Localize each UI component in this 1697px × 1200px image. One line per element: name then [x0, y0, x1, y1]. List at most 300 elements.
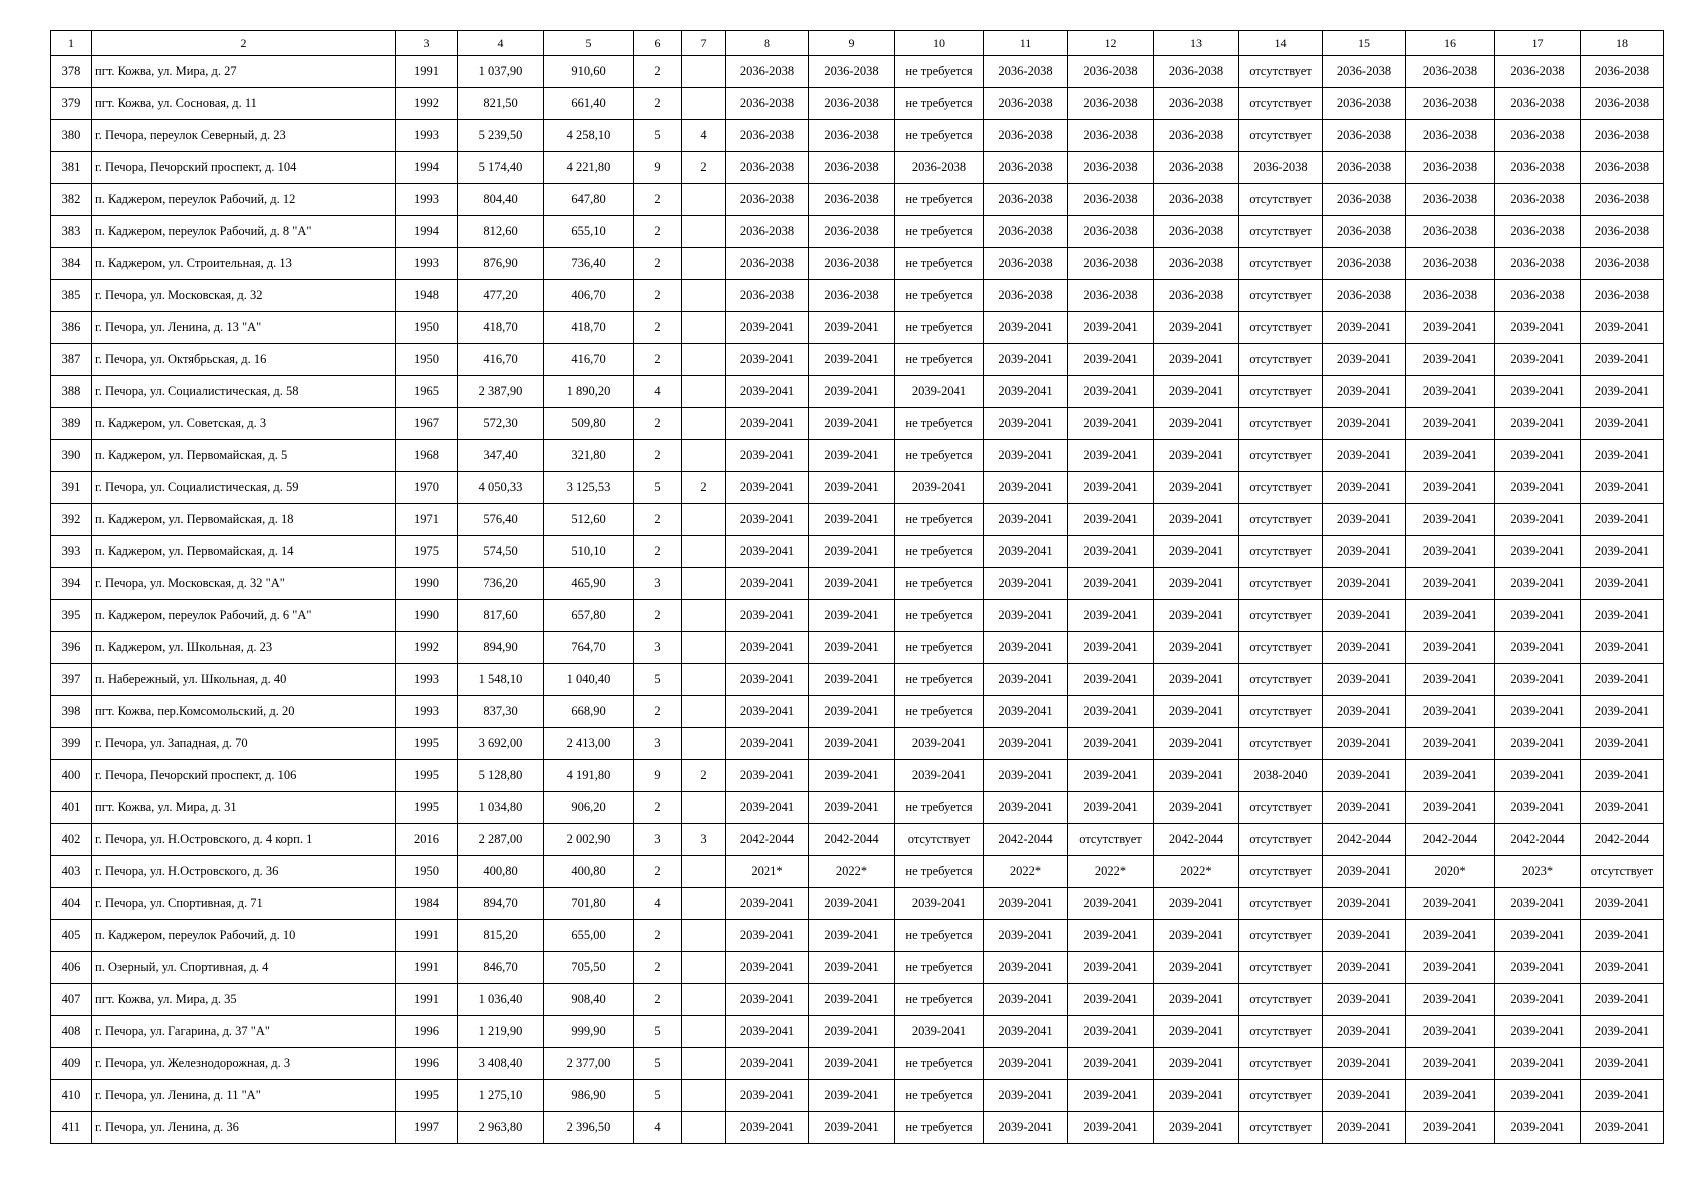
table-cell: 2039-2041 [1154, 376, 1239, 408]
table-cell: 2039-2041 [1323, 856, 1406, 888]
table-cell: 1997 [396, 1112, 458, 1144]
table-row [51, 856, 1664, 888]
table-cell: 1996 [396, 1048, 458, 1080]
address-cell: п. Каджером, ул. Школьная, д. 23 [92, 632, 396, 664]
table-row [51, 376, 1664, 408]
table-cell: не требуется [895, 312, 984, 344]
row-number-cell: 405 [51, 920, 92, 952]
table-cell: 2036-2038 [1323, 216, 1406, 248]
table-row [51, 408, 1664, 440]
table-cell: 2039-2041 [1581, 344, 1664, 376]
table-cell: отсутствует [1239, 248, 1323, 280]
table-cell: 2038-2040 [1239, 760, 1323, 792]
table-cell: 2039-2041 [1406, 920, 1495, 952]
table-cell: 2039-2041 [1495, 1016, 1581, 1048]
row-number-cell: 390 [51, 440, 92, 472]
table-cell: не требуется [895, 952, 984, 984]
table-row [51, 728, 1664, 760]
address-cell: г. Печора, ул. Ленина, д. 11 "А" [92, 1080, 396, 1112]
table-cell: 2039-2041 [1495, 472, 1581, 504]
table-cell: 2036-2038 [1323, 248, 1406, 280]
table-cell: 5 174,40 [458, 152, 544, 184]
table-cell: 2036-2038 [984, 184, 1068, 216]
table-cell: 2036-2038 [1068, 280, 1154, 312]
table-cell: 2039-2041 [1323, 472, 1406, 504]
table-row [51, 984, 1664, 1016]
row-number-cell: 400 [51, 760, 92, 792]
table-cell: отсутствует [1239, 792, 1323, 824]
table-cell: 2039-2041 [1406, 696, 1495, 728]
table-cell: 2039-2041 [1323, 888, 1406, 920]
table-cell: отсутствует [1239, 664, 1323, 696]
table-cell: не требуется [895, 664, 984, 696]
table-cell: 2039-2041 [809, 664, 895, 696]
table-cell: 1 034,80 [458, 792, 544, 824]
column-number-header: 18 [1581, 31, 1664, 56]
table-cell: 2039-2041 [1581, 728, 1664, 760]
table-cell: 400,80 [544, 856, 634, 888]
table-cell: 2039-2041 [1323, 600, 1406, 632]
column-number-header: 3 [396, 31, 458, 56]
table-cell: 2039-2041 [1154, 312, 1239, 344]
address-cell: п. Каджером, переулок Рабочий, д. 6 "А" [92, 600, 396, 632]
table-cell: 2039-2041 [984, 952, 1068, 984]
table-cell: 876,90 [458, 248, 544, 280]
table-cell: 2036-2038 [1068, 56, 1154, 88]
row-number-cell: 384 [51, 248, 92, 280]
table-cell: 2036-2038 [1495, 184, 1581, 216]
row-number-cell: 399 [51, 728, 92, 760]
table-cell: 2039-2041 [984, 600, 1068, 632]
table-cell: отсутствует [1239, 920, 1323, 952]
table-cell: 2039-2041 [1406, 600, 1495, 632]
table-cell: 2039-2041 [726, 664, 809, 696]
table-cell: 2039-2041 [809, 1112, 895, 1144]
table-cell: 2039-2041 [1406, 952, 1495, 984]
address-cell: г. Печора, ул. Московская, д. 32 [92, 280, 396, 312]
table-cell: 1991 [396, 56, 458, 88]
table-cell: 846,70 [458, 952, 544, 984]
table-cell: 2039-2041 [1323, 536, 1406, 568]
table-cell: 1 219,90 [458, 1016, 544, 1048]
table-cell: 2039-2041 [1581, 632, 1664, 664]
table-cell: не требуется [895, 88, 984, 120]
address-cell: п. Каджером, переулок Рабочий, д. 10 [92, 920, 396, 952]
table-cell: 5 [634, 1048, 682, 1080]
address-cell: п. Каджером, ул. Первомайская, д. 14 [92, 536, 396, 568]
table-cell: 1 037,90 [458, 56, 544, 88]
table-cell: 2036-2038 [1581, 280, 1664, 312]
table-cell: 906,20 [544, 792, 634, 824]
table-cell: 817,60 [458, 600, 544, 632]
table-cell: 2039-2041 [895, 376, 984, 408]
table-row [51, 952, 1664, 984]
table-cell: отсутствует [1239, 88, 1323, 120]
table-row [51, 600, 1664, 632]
table-cell: 2 [634, 920, 682, 952]
address-cell: п. Каджером, переулок Рабочий, д. 8 "А" [92, 216, 396, 248]
table-cell: 5 [634, 1080, 682, 1112]
table-cell: 2036-2038 [809, 248, 895, 280]
table-cell: 2039-2041 [1323, 376, 1406, 408]
table-cell: 2039-2041 [1154, 952, 1239, 984]
table-cell: 2039-2041 [1406, 664, 1495, 696]
table-cell: 2036-2038 [809, 120, 895, 152]
table-cell [682, 408, 726, 440]
column-number-header: 4 [458, 31, 544, 56]
table-cell [682, 728, 726, 760]
table-cell: 2036-2038 [1154, 280, 1239, 312]
table-cell: 655,10 [544, 216, 634, 248]
table-cell: 2039-2041 [1581, 1016, 1664, 1048]
table-cell: 1991 [396, 952, 458, 984]
table-cell: 837,30 [458, 696, 544, 728]
address-cell: г. Печора, ул. Социалистическая, д. 59 [92, 472, 396, 504]
table-cell: 510,10 [544, 536, 634, 568]
column-number-header: 14 [1239, 31, 1323, 56]
table-cell: 3 [634, 824, 682, 856]
table-cell: 2039-2041 [1323, 696, 1406, 728]
table-cell: 2039-2041 [1068, 792, 1154, 824]
row-number-cell: 387 [51, 344, 92, 376]
table-cell: 1991 [396, 984, 458, 1016]
table-cell: 4 191,80 [544, 760, 634, 792]
table-cell: 2039-2041 [1068, 1048, 1154, 1080]
table-cell: не требуется [895, 1048, 984, 1080]
table-cell: 2 287,00 [458, 824, 544, 856]
table-cell: 2 [634, 984, 682, 1016]
table-cell: 2039-2041 [1581, 504, 1664, 536]
table-cell: 4 050,33 [458, 472, 544, 504]
row-number-cell: 396 [51, 632, 92, 664]
table-cell: 2039-2041 [1581, 472, 1664, 504]
table-cell: 2039-2041 [726, 408, 809, 440]
table-cell: 2039-2041 [1323, 952, 1406, 984]
table-cell: 2036-2038 [1581, 184, 1664, 216]
table-cell: 2039-2041 [1154, 792, 1239, 824]
table-cell: 1993 [396, 696, 458, 728]
table-cell: 2039-2041 [809, 920, 895, 952]
table-cell: отсутствует [1239, 856, 1323, 888]
table-cell [682, 1016, 726, 1048]
table-cell: 1984 [396, 888, 458, 920]
table-row [51, 696, 1664, 728]
row-number-cell: 389 [51, 408, 92, 440]
table-cell: 2039-2041 [809, 696, 895, 728]
table-cell: отсутствует [1239, 120, 1323, 152]
table-cell: 2039-2041 [809, 312, 895, 344]
table-cell: 2 [682, 152, 726, 184]
table-cell: 2036-2038 [1581, 216, 1664, 248]
table-cell: 2039-2041 [726, 888, 809, 920]
table-cell: 2039-2041 [726, 1112, 809, 1144]
table-row [51, 664, 1664, 696]
table-cell: 2022* [1154, 856, 1239, 888]
table-cell: 910,60 [544, 56, 634, 88]
table-cell: 2036-2038 [1581, 248, 1664, 280]
table-cell: 2039-2041 [1154, 632, 1239, 664]
table-cell: 2036-2038 [984, 280, 1068, 312]
table-cell: 2039-2041 [895, 888, 984, 920]
table-cell: 2039-2041 [809, 568, 895, 600]
table-cell: 2039-2041 [726, 1016, 809, 1048]
table-cell: 2039-2041 [1068, 408, 1154, 440]
row-number-cell: 410 [51, 1080, 92, 1112]
table-cell: 1990 [396, 568, 458, 600]
table-cell: 465,90 [544, 568, 634, 600]
table-cell: 2039-2041 [1154, 920, 1239, 952]
column-number-header: 11 [984, 31, 1068, 56]
table-cell: 2036-2038 [1323, 88, 1406, 120]
column-number-header: 7 [682, 31, 726, 56]
table-cell: отсутствует [1239, 1048, 1323, 1080]
table-cell: 2039-2041 [1406, 1112, 1495, 1144]
table-cell: 2036-2038 [1323, 56, 1406, 88]
table-cell: 2036-2038 [1323, 184, 1406, 216]
column-number-header: 12 [1068, 31, 1154, 56]
table-cell: 2039-2041 [1406, 1048, 1495, 1080]
table-cell: 2 [634, 280, 682, 312]
row-number-cell: 388 [51, 376, 92, 408]
table-cell: 2 [682, 472, 726, 504]
table-cell: 2039-2041 [726, 312, 809, 344]
table-cell: 2039-2041 [809, 1016, 895, 1048]
table-cell: 999,90 [544, 1016, 634, 1048]
table-cell: 701,80 [544, 888, 634, 920]
table-cell: 2 [634, 56, 682, 88]
table-cell: 2039-2041 [1068, 888, 1154, 920]
table-cell: 657,80 [544, 600, 634, 632]
table-cell: 2039-2041 [1406, 1016, 1495, 1048]
table-cell: 9 [634, 760, 682, 792]
table-cell: 2 [634, 504, 682, 536]
table-cell: 2039-2041 [1323, 344, 1406, 376]
table-cell: 2039-2041 [1406, 984, 1495, 1016]
table-cell: 2042-2044 [726, 824, 809, 856]
table-cell: 1950 [396, 344, 458, 376]
address-cell: пгт. Кожва, ул. Мира, д. 27 [92, 56, 396, 88]
address-cell: п. Озерный, ул. Спортивная, д. 4 [92, 952, 396, 984]
table-cell: 2036-2038 [1406, 184, 1495, 216]
table-cell: 2042-2044 [1581, 824, 1664, 856]
table-cell: 2039-2041 [1406, 312, 1495, 344]
table-cell: 2039-2041 [809, 440, 895, 472]
table-cell [682, 536, 726, 568]
table-cell: 2039-2041 [1323, 1016, 1406, 1048]
table-cell: 2039-2041 [1495, 1048, 1581, 1080]
table-row [51, 504, 1664, 536]
table-cell: не требуется [895, 600, 984, 632]
table-cell: не требуется [895, 56, 984, 88]
table-cell: 2039-2041 [726, 728, 809, 760]
table-cell: 2039-2041 [1495, 920, 1581, 952]
table-cell: 2039-2041 [984, 440, 1068, 472]
table-cell: 2 [634, 600, 682, 632]
table-cell: 2039-2041 [809, 792, 895, 824]
table-cell: 2039-2041 [1323, 984, 1406, 1016]
table-cell: 2039-2041 [1581, 1048, 1664, 1080]
table-cell: 347,40 [458, 440, 544, 472]
table-cell: отсутствует [1239, 472, 1323, 504]
table-cell: 2039-2041 [1495, 792, 1581, 824]
table-cell: 2 [634, 184, 682, 216]
table-cell: 2036-2038 [726, 248, 809, 280]
row-number-cell: 395 [51, 600, 92, 632]
table-cell: 2039-2041 [1068, 1080, 1154, 1112]
table-cell: 2039-2041 [1581, 600, 1664, 632]
table-row [51, 472, 1664, 504]
table-cell: 4 [634, 1112, 682, 1144]
column-number-header: 2 [92, 31, 396, 56]
table-row [51, 280, 1664, 312]
table-cell: 2023* [1495, 856, 1581, 888]
table-cell: 2039-2041 [1068, 728, 1154, 760]
table-cell: 2036-2038 [1068, 152, 1154, 184]
table-cell: 2039-2041 [1406, 568, 1495, 600]
row-number-cell: 403 [51, 856, 92, 888]
row-number-cell: 382 [51, 184, 92, 216]
table-cell: 572,30 [458, 408, 544, 440]
table-row [51, 56, 1664, 88]
table-cell: 2039-2041 [984, 1112, 1068, 1144]
table-cell: 736,40 [544, 248, 634, 280]
table-cell: 2039-2041 [1581, 664, 1664, 696]
table-cell: 2039-2041 [726, 344, 809, 376]
table-cell: 2039-2041 [1581, 696, 1664, 728]
table-cell: 1 275,10 [458, 1080, 544, 1112]
table-cell: 2036-2038 [1068, 120, 1154, 152]
table-cell: 5 239,50 [458, 120, 544, 152]
table-cell: 2036-2038 [1406, 120, 1495, 152]
table-cell: отсутствует [1239, 344, 1323, 376]
address-cell: г. Печора, ул. Октябрьская, д. 16 [92, 344, 396, 376]
table-cell: 2016 [396, 824, 458, 856]
table-cell: 321,80 [544, 440, 634, 472]
table-cell: 2039-2041 [1581, 888, 1664, 920]
table-cell: не требуется [895, 632, 984, 664]
table-cell: 2036-2038 [809, 216, 895, 248]
table-cell: 2039-2041 [1323, 440, 1406, 472]
table-cell: 9 [634, 152, 682, 184]
table-cell: 2036-2038 [1154, 152, 1239, 184]
table-row [51, 88, 1664, 120]
table-cell: 2039-2041 [1154, 696, 1239, 728]
table-cell: 2039-2041 [984, 664, 1068, 696]
table-cell [682, 632, 726, 664]
table-cell: 2036-2038 [726, 216, 809, 248]
table-cell: 2039-2041 [1495, 504, 1581, 536]
table-cell: 2039-2041 [1495, 888, 1581, 920]
table-cell: 2022* [1068, 856, 1154, 888]
table-cell: 2036-2038 [1406, 248, 1495, 280]
table-cell [682, 344, 726, 376]
table-cell: 2042-2044 [1406, 824, 1495, 856]
table-row [51, 216, 1664, 248]
table-cell: 2039-2041 [726, 600, 809, 632]
table-cell: 2039-2041 [1323, 664, 1406, 696]
table-cell: 2039-2041 [1406, 376, 1495, 408]
address-cell: г. Печора, ул. Московская, д. 32 "А" [92, 568, 396, 600]
table-cell [682, 88, 726, 120]
table-cell: 1968 [396, 440, 458, 472]
table-cell: 5 [634, 664, 682, 696]
table-cell: 4 [634, 888, 682, 920]
table-cell: 894,90 [458, 632, 544, 664]
table-cell: 418,70 [458, 312, 544, 344]
column-number-header: 10 [895, 31, 984, 56]
row-number-cell: 392 [51, 504, 92, 536]
table-cell: 2039-2041 [1068, 376, 1154, 408]
table-cell: 2039-2041 [984, 760, 1068, 792]
row-number-cell: 391 [51, 472, 92, 504]
address-cell: г. Печора, переулок Северный, д. 23 [92, 120, 396, 152]
table-cell: 5 [634, 120, 682, 152]
table-cell: 1995 [396, 792, 458, 824]
table-cell: 2036-2038 [1154, 88, 1239, 120]
table-cell: 1975 [396, 536, 458, 568]
table-cell: 477,20 [458, 280, 544, 312]
table-cell: 2039-2041 [726, 472, 809, 504]
table-cell: 2039-2041 [1154, 536, 1239, 568]
table-cell: 1 040,40 [544, 664, 634, 696]
table-cell: 2036-2038 [1323, 280, 1406, 312]
table-cell: 2039-2041 [1154, 600, 1239, 632]
table-cell: 2039-2041 [1323, 568, 1406, 600]
table-cell: 2036-2038 [1068, 88, 1154, 120]
table-cell: не требуется [895, 568, 984, 600]
table-cell: 2039-2041 [1154, 984, 1239, 1016]
column-number-header-row [51, 31, 1664, 56]
table-cell: 2039-2041 [1323, 920, 1406, 952]
row-number-cell: 378 [51, 56, 92, 88]
table-cell: 2039-2041 [1495, 1080, 1581, 1112]
table-cell: 418,70 [544, 312, 634, 344]
table-cell: 1992 [396, 632, 458, 664]
table-cell: 406,70 [544, 280, 634, 312]
table-cell: 2039-2041 [1323, 504, 1406, 536]
table-cell: 2039-2041 [1581, 408, 1664, 440]
table-cell: 2039-2041 [1323, 632, 1406, 664]
table-cell: 1950 [396, 856, 458, 888]
table-cell: 2042-2044 [984, 824, 1068, 856]
table-cell: 5 128,80 [458, 760, 544, 792]
table-cell: 2039-2041 [1323, 1048, 1406, 1080]
table-cell [682, 920, 726, 952]
address-cell: г. Печора, ул. Социалистическая, д. 58 [92, 376, 396, 408]
table-cell [682, 1112, 726, 1144]
table-cell: 2039-2041 [984, 920, 1068, 952]
table-cell: 2039-2041 [984, 696, 1068, 728]
table-cell: 2036-2038 [726, 184, 809, 216]
table-cell: не требуется [895, 536, 984, 568]
table-cell: 2036-2038 [726, 88, 809, 120]
table-cell: отсутствует [895, 824, 984, 856]
table-cell: 2039-2041 [1068, 632, 1154, 664]
table-cell: 2039-2041 [726, 952, 809, 984]
address-cell: г. Печора, ул. Н.Островского, д. 36 [92, 856, 396, 888]
table-cell: 2039-2041 [1581, 536, 1664, 568]
table-cell: 815,20 [458, 920, 544, 952]
table-cell: 2039-2041 [809, 344, 895, 376]
table-cell: 2039-2041 [984, 632, 1068, 664]
table-row [51, 920, 1664, 952]
table-cell: 2039-2041 [1068, 568, 1154, 600]
address-cell: п. Набережный, ул. Школьная, д. 40 [92, 664, 396, 696]
table-cell: 1992 [396, 88, 458, 120]
table-cell: 2039-2041 [809, 472, 895, 504]
table-cell: 2036-2038 [1068, 216, 1154, 248]
table-row [51, 632, 1664, 664]
